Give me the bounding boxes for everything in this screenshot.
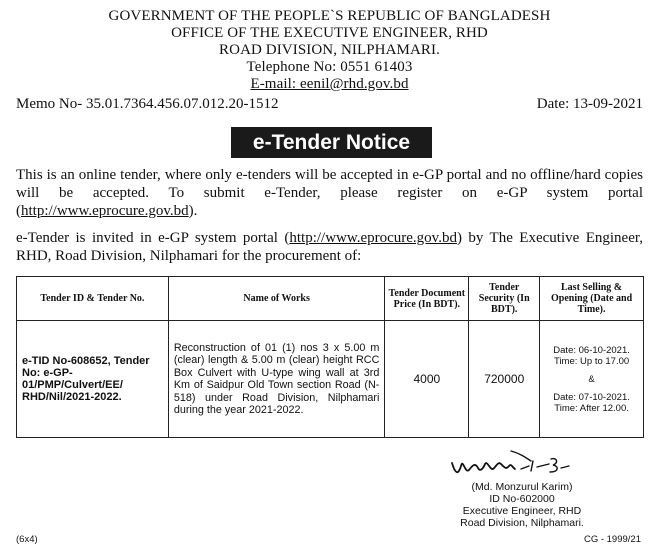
para1-text: This is an online tender, where only e-tenders will be accepted in e-GP portal and no offline/hard copies will be accepted. To submit e-Tender, please register on e-GP system portal ( bbox=[16, 167, 643, 219]
opening-time: Time: After 12.00. bbox=[554, 402, 629, 414]
tender-id-cell: e-TID No-608652, Tender No: e-GP-01/PMP/Culvert/EE/ RHD/Nil/2021-2022. bbox=[17, 321, 169, 438]
memo-row bbox=[16, 96, 643, 113]
header-email[interactable]: E-mail: eenil@rhd.gov.bd bbox=[250, 76, 409, 92]
header-works: Name of Works bbox=[168, 277, 385, 321]
price-cell: 4000 bbox=[385, 321, 469, 438]
para2-text-end: ) by The Executive Engineer, RHD, Road Division, Nilphamari for the procurement of: bbox=[16, 230, 643, 264]
selling-time: Time: Up to 17.00 bbox=[554, 355, 630, 367]
works-cell: Reconstruction of 01 (1) nos 3 x 5.00 m (clear) length & 5.00 m (clear) height RCC Box Culvert with U-type wing wall at 3rd Km of Saidpur Old Town section Road (N-518) under Road Division, Nilphamari during the year 2021-2022. bbox=[168, 321, 385, 438]
dates-separator: & bbox=[588, 373, 595, 385]
footer-size: (6x4) bbox=[16, 534, 38, 545]
dates-cell bbox=[540, 321, 644, 438]
para2-text: e-Tender is invited in e-GP system portal ( bbox=[16, 230, 290, 246]
table-header-row bbox=[17, 277, 644, 321]
header-price: Tender Document Price (In BDT). bbox=[385, 277, 469, 321]
signatory-designation: Executive Engineer, RHD bbox=[462, 505, 582, 517]
header-telephone: Telephone No: 0551 61403 bbox=[246, 59, 413, 75]
opening-date: Date: 07-10-2021. bbox=[553, 391, 630, 403]
invitation-paragraph bbox=[16, 229, 643, 265]
header-security: Tender Security (In BDT). bbox=[469, 277, 540, 321]
header-government: GOVERNMENT OF THE PEOPLE`S REPUBLIC OF BANGLADESH bbox=[108, 8, 551, 24]
notice-title: e-Tender Notice bbox=[231, 127, 432, 158]
para1-text-end: ). bbox=[188, 203, 198, 219]
online-tender-paragraph bbox=[16, 166, 643, 220]
signatory-id: ID No-602000 bbox=[489, 493, 555, 505]
eprocure-link[interactable]: http://www.eprocure.gov.bd bbox=[21, 203, 189, 219]
header-last-selling: Last Selling & Opening (Date and Time). bbox=[540, 277, 644, 321]
header-division: ROAD DIVISION, NILPHAMARI. bbox=[219, 42, 440, 58]
signatory-office: Road Division, Nilphamari. bbox=[460, 517, 584, 529]
tender-table bbox=[16, 276, 644, 438]
eprocure-link[interactable]: http://www.eprocure.gov.bd bbox=[289, 230, 457, 246]
selling-date: Date: 06-10-2021. bbox=[553, 344, 630, 356]
signatory-block bbox=[432, 481, 612, 529]
office-header bbox=[0, 8, 659, 93]
memo-date: Date: 13-09-2021 bbox=[536, 96, 643, 112]
security-cell: 720000 bbox=[469, 321, 540, 438]
table-row bbox=[17, 321, 644, 438]
header-office: OFFICE OF THE EXECUTIVE ENGINEER, RHD bbox=[171, 25, 488, 41]
handwritten-signature bbox=[449, 449, 589, 483]
footer-code: CG - 1999/21 bbox=[583, 534, 641, 545]
memo-number: Memo No- 35.01.7364.456.07.012.20-1512 bbox=[16, 96, 279, 112]
signatory-name: (Md. Monzurul Karim) bbox=[471, 481, 573, 493]
header-tender-id: Tender ID & Tender No. bbox=[17, 277, 169, 321]
